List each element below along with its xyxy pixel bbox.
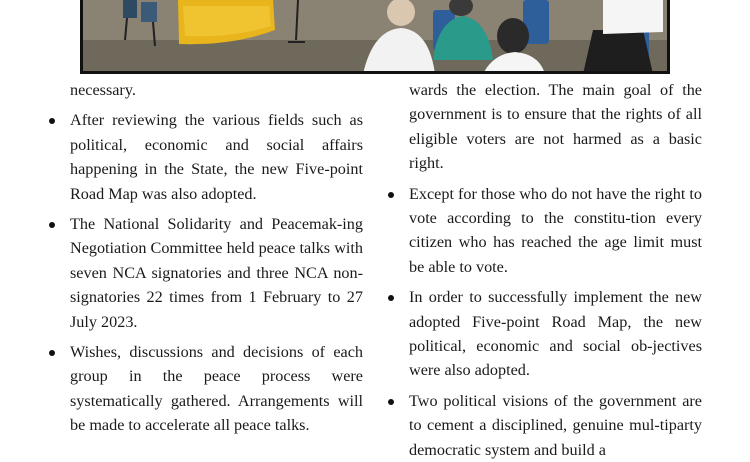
right-column [409, 78, 702, 462]
right-bullet-list [409, 182, 702, 462]
meeting-photo [80, 0, 670, 74]
list-item: Two political visions of the government are to cement a disciplined, genuine mul-tiparty democratic system and build a [409, 389, 702, 462]
right-lead-text: wards the election. The main goal of the government is to ensure that the rights of all eligible voters are not harmed as a basic right. [409, 81, 702, 173]
left-column [70, 78, 363, 438]
meeting-photo-illustration [83, 0, 667, 74]
list-item: Wishes, discussions and decisions of each group in the peace process were systematically gathered. Arrangements will be made to accelerate all peace talks. [70, 340, 363, 438]
list-item: Except for those who do not have the right to vote according to the constitu-tion every citizen who has reached the age limit must be able to vote. [409, 182, 702, 280]
list-item: In order to successfully implement the new adopted Five-point Road Map, the new political, economic and social ob-jectives were also adopted. [409, 285, 702, 383]
list-item: After reviewing the various fields such as political, economic and social affairs happening in the State, the new Five-point Road Map was also adopted. [70, 108, 363, 206]
left-bullet-list [70, 108, 363, 437]
left-lead-text: necessary. [70, 81, 136, 99]
list-item: The National Solidarity and Peacemak-ing Negotiation Committee held peace talks with seven NCA signatories and three NCA non-signatories 22 times from 1 February to 27 July 2023. [70, 212, 363, 334]
